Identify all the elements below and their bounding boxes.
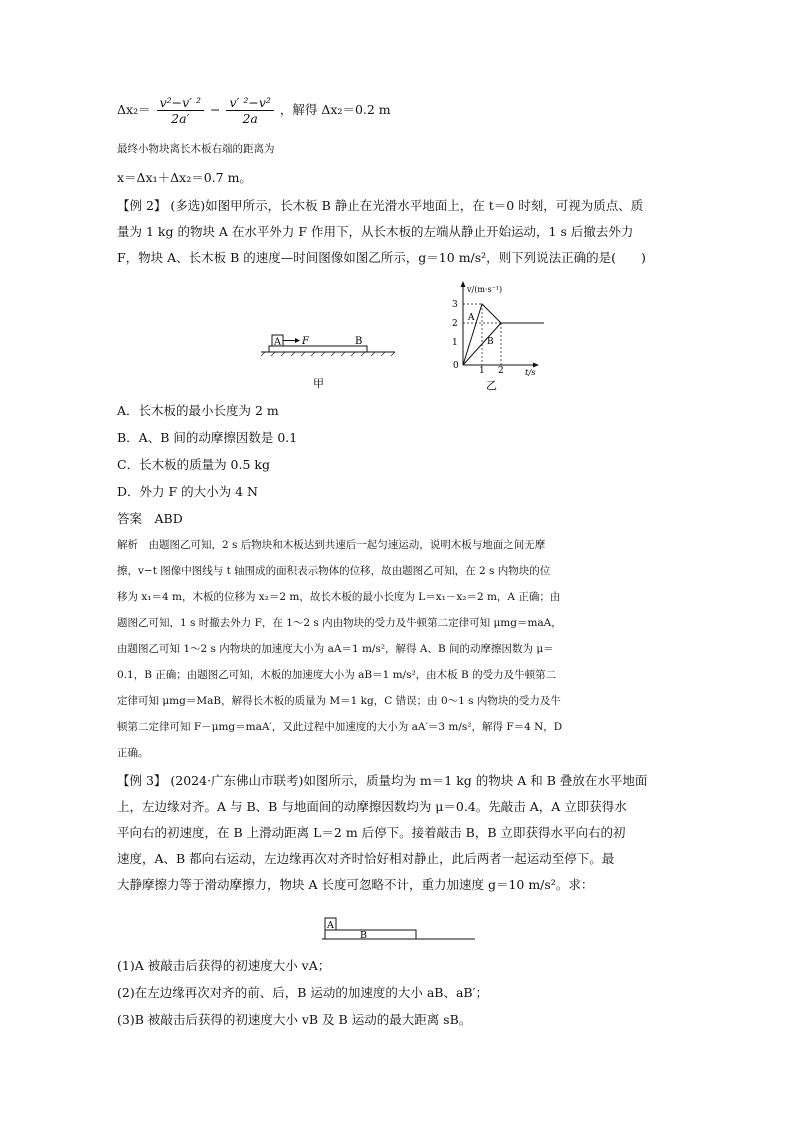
eq-fraction-2-numerator: v′ ²−v² <box>226 95 273 111</box>
analysis-line: 0.1，B 正确；由题图乙可知，木板的加速度大小为 aB＝1 m/s²，由木板 B 的受力及牛顿第二 <box>117 669 557 681</box>
example3-stem-line: 大静摩擦力等于滑动摩擦力，物块 A 长度可忽略不计，重力加速度 g＝10 m/s²。求： <box>117 877 594 892</box>
figure-jia-caption: 甲 <box>313 377 324 390</box>
final-x-equation: x＝Δx₁＋Δx₂＝0.7 m。 <box>117 170 252 185</box>
block-a-label: A <box>274 336 281 348</box>
example2-stem-line: 量为 1 kg 的物块 A 在水平外力 F 作用下，从长木板的左端从静止开始运动，1 s 后撤去外力 <box>117 224 634 239</box>
example3-stem-line: 上，左边缘对齐。A 与 B、B 与地面间的动摩擦因数均为 μ＝0.4。先敲击 A，A 立即获得水 <box>117 799 627 814</box>
example3-stem-line: 速度，A、B 都向右运动，左边缘再次对齐时恰好相对静止，此后两者一起运动至停下。最 <box>117 851 615 866</box>
eq-fraction-1-denominator: 2a′ <box>171 111 190 126</box>
analysis-line: 定律可知 μmg＝MaB，解得长木板的质量为 M＝1 kg，C 错误；由 0～1 s 内物块的受力及牛 <box>117 695 561 707</box>
analysis-line: 移为 x₁＝4 m，木板的位移为 x₂＝2 m，故长木板的最小长度为 L＝x₁－x₂＝2 m，A 正确；由 <box>117 591 561 603</box>
option-d: D．外力 F 的大小为 4 N <box>117 484 258 499</box>
figure-yi-caption: 乙 <box>486 379 497 392</box>
eq-fraction-1-numerator: v²−v′ ² <box>157 95 204 111</box>
analysis-line: 擦，v−t 图像中图线与 t 轴围成的面积表示物体的位移，故由题图乙可知，在 2 s 内物块的位 <box>117 565 551 577</box>
option-a: A．长木板的最小长度为 2 m <box>117 403 279 418</box>
final-distance-text: 最终小物块离长木板右端的距离为 <box>117 143 275 155</box>
y-axis-arrow <box>461 281 466 287</box>
ground-hatch <box>261 352 395 356</box>
x-axis-label: t/s <box>525 368 536 378</box>
y-tick-label: 1 <box>452 338 458 348</box>
figure-yi-vt-graph <box>446 280 566 395</box>
analysis-line: 由题图乙可知 1～2 s 内物块的加速度大小为 aA＝1 m/s²，解得 A、B 间的动摩擦因数为 μ＝ <box>117 643 554 655</box>
example3-stem-line: 平向右的初速度，在 B 上滑动距离 L＝2 m 后停下。接着敲击 B，B 立即获得水平向右的初 <box>117 825 626 840</box>
block-a-label: A <box>327 920 334 931</box>
eq-minus: − <box>210 102 221 117</box>
eq-fraction-1 <box>157 95 204 126</box>
series-b-label: B <box>487 337 494 347</box>
analysis-line: 顿第二定律可知 F－μmg＝maA′，又此过程中加速度的大小为 aA′＝3 m/s²，解得 F＝4 N，D <box>117 721 563 733</box>
analysis-line: 题图乙可知，1 s 时撤去外力 F，在 1～2 s 内由物块的受力及牛顿第二定律可知 μmg＝maA， <box>117 617 562 629</box>
board-b-label: B <box>355 336 363 347</box>
board-b <box>325 930 416 939</box>
question-1: (1)A 被敲击后获得的初速度大小 vA； <box>117 958 331 973</box>
series-a-line <box>463 304 544 365</box>
y-axis-label: v/(m·s⁻¹) <box>467 285 503 294</box>
question-3: (3)B 被敲击后获得的初速度大小 vB 及 B 运动的最大距离 sB。 <box>117 1012 472 1027</box>
answer: 答案 ABD <box>117 511 183 526</box>
eq-fraction-2 <box>226 95 273 126</box>
force-arrowhead <box>295 338 300 343</box>
board-b-label: B <box>360 930 367 941</box>
analysis-line: 解析 由题图乙可知，2 s 后物块和木板达到共速后一起匀速运动，说明木板与地面之间无摩 <box>117 539 546 551</box>
y-tick-label: 3 <box>452 300 458 310</box>
example2-stem-line: 【例 2】 (多选)如图甲所示，长木板 B 静止在光滑水平地面上，在 t＝0 时刻，可视为质点、质 <box>117 198 644 213</box>
eq-fraction-2-denominator: 2a <box>242 111 258 126</box>
x-tick-label: 1 <box>479 366 485 376</box>
force-label: F <box>302 336 309 347</box>
analysis-line: 正确。 <box>117 747 149 759</box>
option-b: B．A、B 间的动摩擦因数是 0.1 <box>117 430 298 445</box>
origin-label: 0 <box>453 361 459 371</box>
x-tick-label: 2 <box>498 366 504 376</box>
example3-figure <box>320 913 480 945</box>
board-b <box>269 346 367 352</box>
equation-delta-x2 <box>117 95 391 126</box>
question-2: (2)在左边缘再次对齐的前、后，B 运动的加速度的大小 aB、aB′； <box>117 985 488 1000</box>
example3-stem-line: 【例 3】 (2024·广东佛山市联考)如图所示，质量均为 m＝1 kg 的物块 A 和 B 叠放在水平地面 <box>117 773 648 788</box>
series-a-label: A <box>468 313 475 323</box>
figure-jia <box>255 325 400 395</box>
y-tick-label: 2 <box>452 319 458 329</box>
option-c: C．长木板的质量为 0.5 kg <box>117 457 270 472</box>
x-axis-arrow <box>533 363 539 368</box>
example2-stem-line: F，物块 A、长木板 B 的速度—时间图像如图乙所示，g＝10 m/s²，则下列说法正确的是( ) <box>117 250 646 265</box>
eq-lhs: Δx₂＝ <box>117 102 151 117</box>
eq-tail: ，解得 Δx₂＝0.2 m <box>279 102 391 117</box>
